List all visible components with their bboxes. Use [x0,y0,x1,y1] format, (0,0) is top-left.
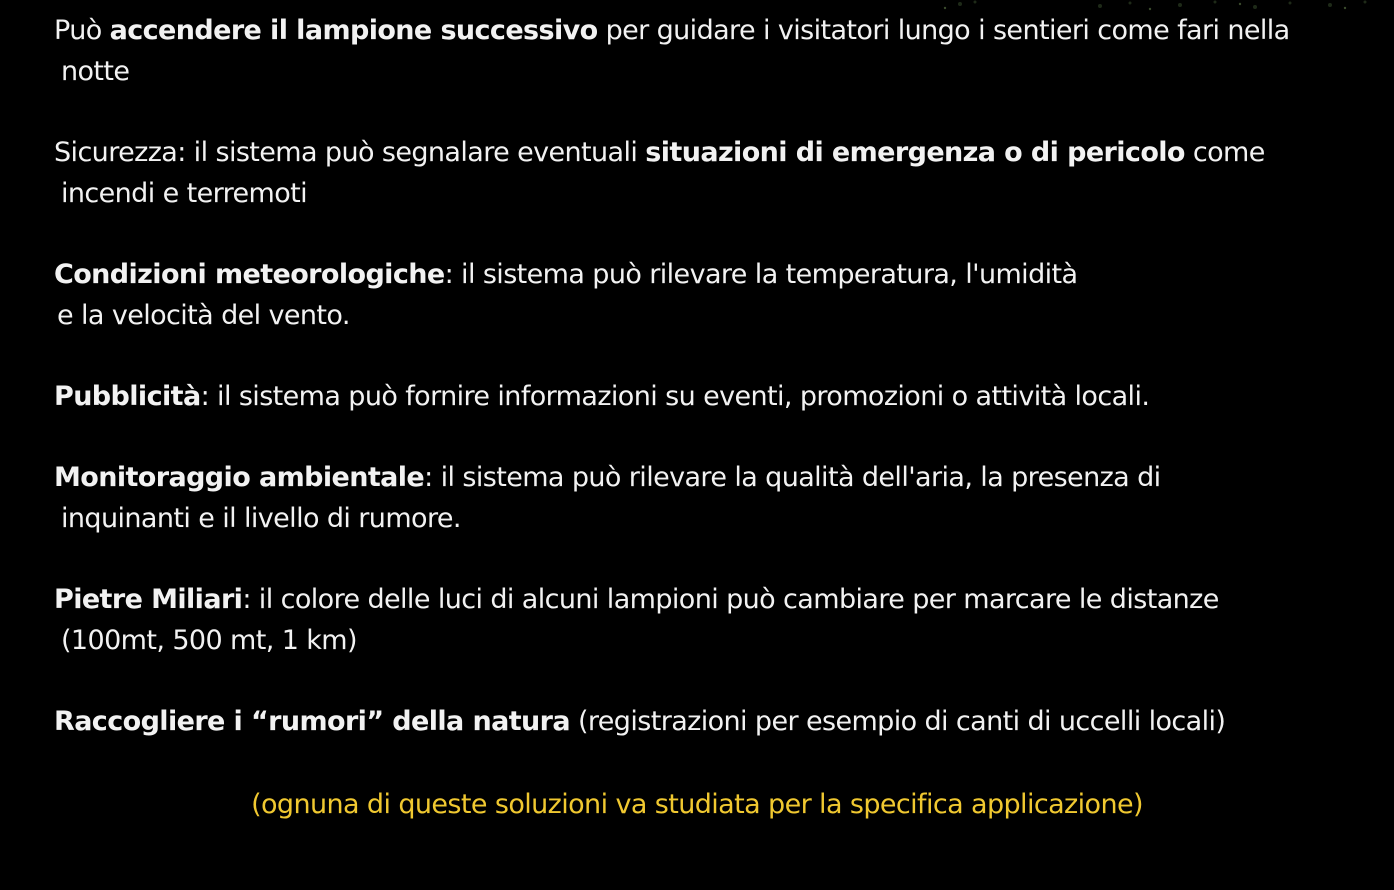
item-text-post: per guidare i visitatori lungo i sentieri come fari nella [597,15,1290,46]
item-text-line2: incendi e terremoti [61,178,308,209]
item-text-line2: notte [61,56,130,87]
item-title: Pietre Miliari [54,584,243,615]
item-text-pre: Può [54,15,110,46]
list-item-weather [54,254,1354,336]
item-text-post: (registrazioni per esempio di canti di uccelli locali) [569,706,1226,737]
item-text-line2: inquinanti e il livello di rumore. [61,503,461,534]
item-text-post: : il colore delle luci di alcuni lampioni può cambiare per marcare le distanze [242,584,1219,615]
item-text-bold: accendere il lampione successivo [109,15,598,46]
item-title: Condizioni meteorologiche [54,259,445,290]
item-text-post: come [1184,137,1265,168]
item-text-post: : il sistema può fornire informazioni su eventi, promozioni o attività locali. [200,381,1150,412]
list-item-environmental-monitoring [54,457,1354,539]
item-text-post: : il sistema può rilevare la temperatura, l'umidità [444,259,1078,290]
list-item-guide-lights [54,10,1354,92]
list-item-milestones [54,579,1354,661]
item-title: Monitoraggio ambientale [54,462,425,493]
item-text-pre: Sicurezza: il sistema può segnalare eventuali [54,137,646,168]
item-title: Raccogliere i “rumori” della natura [54,706,570,737]
item-text-line2: e la velocità del vento. [57,300,350,331]
list-item-safety [54,132,1354,214]
footnote: (ognuna di queste soluzioni va studiata per la specifica applicazione) [251,789,1143,820]
feature-list [54,10,1354,782]
item-text-post: : il sistema può rilevare la qualità dell'aria, la presenza di [424,462,1161,493]
item-text-line2: (100mt, 500 mt, 1 km) [61,625,357,656]
item-text-bold: situazioni di emergenza o di pericolo [645,137,1185,168]
item-title: Pubblicità [54,381,201,412]
list-item-advertising [54,376,1354,417]
list-item-nature-sounds [54,701,1354,742]
